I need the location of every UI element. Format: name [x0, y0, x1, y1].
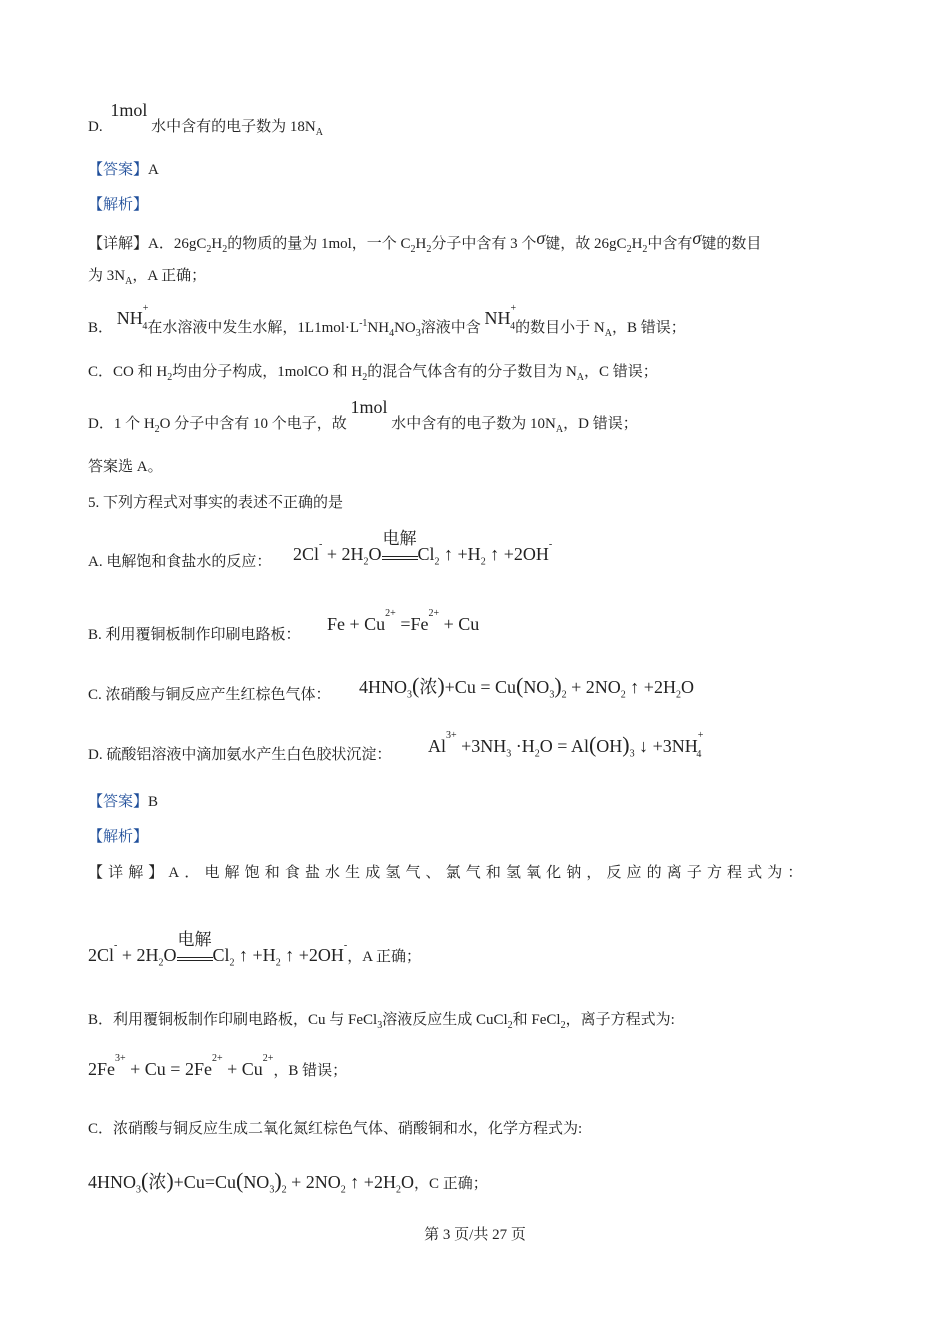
answer-2	[88, 795, 158, 810]
text: ，A 正确；	[347, 949, 421, 965]
detail-1-line2: 为 $3N_A$，A 正确；	[88, 268, 207, 287]
text: 在水溶液中发生水解，1L1mol·L	[147, 320, 360, 336]
text: ，C 错误；	[584, 364, 658, 380]
option-text: B. 利用覆铜板制作印刷电路板：	[88, 627, 301, 643]
text: H	[211, 236, 223, 252]
equation-b: $Fe + Cu^{2+} =Fe^{2+} + Cu$	[327, 608, 480, 634]
detail-1-c: C．CO 和 $H_2$均由分子构成，1molCO 和 $H_2$的混合气体含有的分子数目为 $N_A$，C 错误；	[88, 364, 658, 383]
detail-2-a-eq	[88, 930, 421, 969]
text: 中含有	[647, 236, 693, 252]
option-d	[88, 748, 391, 763]
mol-formula: 1mol	[110, 100, 148, 120]
text: ，B 错误；	[612, 320, 686, 336]
prev-option-d	[88, 100, 323, 138]
option-text: D. 硫酸铝溶液中滴加氨水产生白色胶状沉淀：	[88, 747, 392, 763]
equation-a-repeat: $2Cl^- + 2H_2O$ 电解 $Cl_2$ ↑ $+H_2$ ↑ +2OH-	[88, 930, 348, 969]
text: NO	[394, 320, 416, 336]
option-text: C. 浓硝酸与铜反应产生红棕色气体：	[88, 687, 331, 703]
equation-a: $2Cl^- + 2H_2O$ 电解 $Cl_2$ ↑ $+H_2$ ↑ +2OH-	[293, 529, 553, 568]
subscript: A	[315, 127, 323, 138]
text: 和 FeCl	[512, 1012, 561, 1028]
text: 溶液反应生成 CuCl	[382, 1012, 508, 1028]
analysis-2	[88, 830, 148, 845]
option-text: 水中含有的电子数为 18N	[151, 119, 316, 135]
detail-2-b-eq	[88, 1053, 348, 1079]
answer-value: B	[148, 794, 159, 810]
text: B．	[88, 320, 114, 336]
page-footer	[0, 1228, 950, 1243]
answer-choice	[88, 460, 163, 475]
question-stem: 5. 下列方程式对事实的表述不正确的是	[88, 495, 344, 511]
text: D．1 个 H	[88, 416, 155, 432]
text: A．电解饱和食盐水生成氢气、氯气和氢氧化钠，反应的离子方程式为：	[168, 865, 808, 881]
mol-formula: 1mol	[350, 397, 388, 417]
electrolysis-arrow	[382, 529, 418, 560]
analysis-tag: 【解析】	[88, 829, 149, 845]
text: H	[631, 236, 643, 252]
text: 键，故 26gC	[545, 236, 627, 252]
text: 的物质的量为 1mol，一个 C	[227, 236, 411, 252]
detail-1-line1: 【详解】A．$26gC_2H_2$的物质的量为 1mol，一个 $C_2H_2$分子中含有 3 个σ键，故 $26gC_2H_2$中含有σ键的数目	[88, 228, 762, 255]
conc-label: 浓	[419, 677, 438, 697]
detail-2-b: B．利用覆铜板制作印刷电路板，Cu 与 FeCl$_3$溶液反应生成 CuCl$_2$和 FeCl$_2$，离子方程式为:	[88, 1012, 675, 1031]
sigma-symbol: σ	[536, 228, 546, 248]
condition-label: 电解	[177, 930, 212, 949]
conc-label: 浓	[148, 1172, 167, 1192]
option-label: D.	[88, 119, 103, 135]
text: H	[415, 236, 427, 252]
option-c	[88, 688, 331, 703]
text: A．26gC	[148, 236, 207, 252]
detail-tag: 【详解】	[88, 236, 149, 252]
text: 的混合气体含有的分子数目为 N	[367, 364, 577, 380]
option-a	[88, 555, 271, 570]
text: 均由分子构成，1molCO 和 H	[172, 364, 363, 380]
answer-tag: 【答案】	[88, 794, 149, 810]
nh4-formula: $NH^+_4$	[484, 303, 517, 332]
text: ，A 正确；	[132, 268, 207, 284]
question-5	[88, 496, 343, 511]
text: ，离子方程式为:	[565, 1012, 675, 1028]
equation-c-repeat: $4HNO_3$(浓)$+Cu=Cu(NO_3)_2 + 2NO_2$ ↑ $+2H_2O$	[88, 1168, 414, 1196]
text: O 分子中含有 10 个电子，故	[159, 416, 347, 432]
text: NH	[367, 320, 390, 336]
sigma-symbol: σ	[692, 228, 702, 248]
text: 分子中含有 3 个	[431, 236, 537, 252]
detail-1-b: B． $NH^+_4$在水溶液中发生水解，$1L1mol\cdot L^{-1}NH_4NO_3$溶液中含 $NH^+_4$的数目小于 $N_A$，B 错误；	[88, 303, 686, 339]
text: ，B 错误；	[273, 1063, 348, 1079]
analysis-tag: 【解析】	[88, 197, 149, 213]
detail-2-c-eq	[88, 1168, 488, 1196]
equation-d: $Al^{3+} +3NH_3 \cdot H_2O = Al(OH)_3$ ↓ $+3NH^+_4$	[428, 730, 704, 760]
answer-tag: 【答案】	[88, 162, 149, 178]
text: 键的数目	[701, 236, 762, 252]
text: 为 3N	[88, 268, 126, 284]
equation-c: $4HNO_3$(浓)$+Cu = Cu(NO_3)_2 + 2NO_2$ ↑ $+2H_2O$	[359, 673, 694, 701]
text: ，D 错误；	[563, 416, 638, 432]
text: 水中含有的电子数为 10N	[391, 416, 556, 432]
text: C．浓硝酸与铜反应生成二氧化氮红棕色气体、硝酸铜和水，化学方程式为:	[88, 1121, 583, 1137]
option-b	[88, 628, 301, 643]
detail-tag: 【详解】	[88, 865, 169, 881]
detail-1-d: D．1 个 $H_2O$ 分子中含有 10 个电子，故 1mol 水中含有的电子数为 $10N_A$，D 错误；	[88, 397, 638, 435]
text: 溶液中含	[420, 320, 481, 336]
detail-2-c	[88, 1122, 582, 1137]
answer-1	[88, 163, 159, 178]
analysis-1	[88, 198, 148, 213]
equation-b-correct: $2Fe^{3+} + Cu = 2Fe^{2+} + Cu^{2+}$	[88, 1053, 274, 1079]
detail-2-line1	[88, 866, 807, 881]
text: B．利用覆铜板制作印刷电路板，Cu 与 FeCl	[88, 1012, 378, 1028]
answer-value: A	[148, 162, 159, 178]
condition-label: 电解	[382, 529, 417, 548]
page-number: 第 3 页/共 27 页	[424, 1227, 526, 1243]
text: C．CO 和 H	[88, 364, 168, 380]
nh4-formula: $NH^+_4$	[116, 303, 149, 332]
electrolysis-arrow	[177, 930, 213, 961]
text: 答案选 A。	[88, 459, 163, 475]
option-text: A. 电解饱和食盐水的反应：	[88, 554, 272, 570]
text: 的数目小于 N	[515, 320, 605, 336]
text: ，C 正确；	[413, 1176, 488, 1192]
